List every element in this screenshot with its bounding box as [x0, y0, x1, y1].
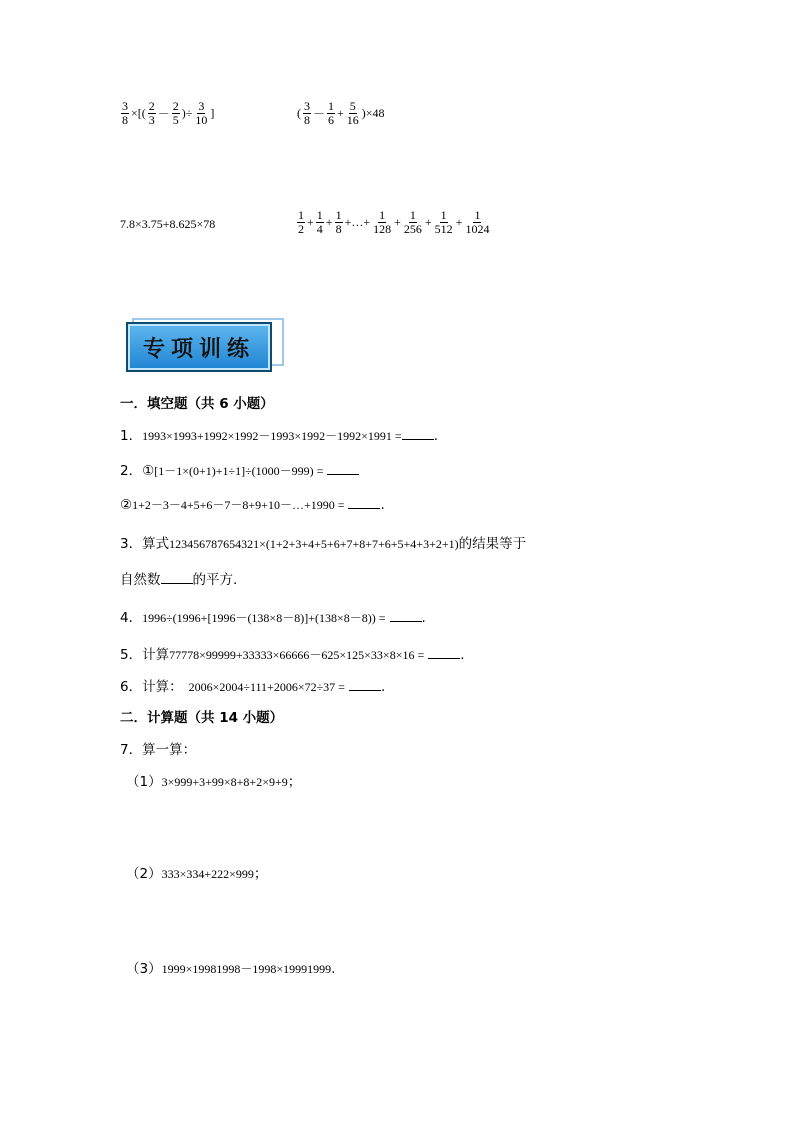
q7-2-expression: 333×334+222×999: [161, 867, 254, 881]
fraction: $\frac{1}{512}$: [434, 208, 453, 236]
q2-expression-1: [1－1×(0+1)+1÷1]÷(1000－999) =: [154, 464, 324, 478]
answer-blank[interactable]: [327, 462, 359, 475]
banner-title: 专项训练: [142, 337, 255, 362]
problem-1: $\frac{3}{8}$ ×[( $\frac{2}{3}$ － $\frac{2}{5}$ )÷ $\frac{3}{10}$ ]: [122, 99, 215, 127]
question-2: 2．①[1－1×(0+1)+1÷1]÷(1000－999) =: [120, 459, 359, 479]
q7-1-expression: 3×999+3+99×8+8+2×9+9: [161, 775, 288, 789]
answer-blank[interactable]: [349, 678, 381, 691]
fraction: $\frac{1}{256}$: [403, 208, 422, 236]
question-7-part-1: （1）3×999+3+99×8+8+2×9+9；: [126, 774, 302, 790]
answer-blank[interactable]: [161, 571, 193, 584]
fraction: $\frac{3}{8}$: [304, 99, 310, 127]
question-1: 1．1993×1993+1992×1992－1993×1992－1992×1991 = .: [120, 428, 438, 444]
fraction: $\frac{1}{1024}$: [465, 208, 490, 236]
question-3-line-2: 自然数 的平方.: [120, 572, 238, 588]
question-7: 7．算一算：: [120, 742, 197, 758]
fraction: $\frac{1}{2}$: [298, 208, 304, 236]
question-5: 5．计算77778×99999+33333×66666－625×125×33×8×16 = .: [120, 647, 465, 663]
question-2-part-2: ②1+2－3－4+5+6－7－8+9+10－…+1990 = .: [120, 497, 385, 513]
question-4: 4．1996÷(1996+[1996－(138×8－8)]+(138×8－8)) = .: [120, 610, 426, 626]
q3-expression: 123456787654321×(1+2+3+4+5+6+7+8+7+6+5+4+3+2+1): [169, 537, 459, 551]
fraction: $\frac{2}{3}$: [148, 99, 155, 127]
section-banner: [126, 322, 272, 372]
q7-3-expression: 1999×19981998－1998×19991999: [161, 962, 332, 976]
fraction: $\frac{1}{128}$: [373, 208, 392, 236]
answer-blank[interactable]: [390, 609, 422, 622]
question-6: 6．计算： 2006×2004÷111+2006×72÷37 = .: [120, 679, 386, 695]
section-1-title: 一．填空题（共 6 小题）: [120, 396, 274, 412]
section-2-title: 二．计算题（共 14 小题）: [120, 710, 284, 726]
fraction: $\frac{2}{5}$: [172, 99, 179, 127]
answer-blank[interactable]: [428, 646, 460, 659]
problem-2: ( $\frac{3}{8}$ － $\frac{1}{6}$ + $\frac{5}{16}$ )×48: [297, 99, 385, 127]
fraction: $\frac{1}{8}$: [335, 208, 342, 236]
problem-4: $\frac{1}{2}$ + $\frac{1}{4}$ + $\frac{1}{8}$ +…+ $\frac{1}{128}$ + $\frac{1}{256}$ + $\frac{1}{512}$ + $\frac{1}{1024}$: [298, 208, 490, 236]
question-7-part-3: （3）1999×19981998－1998×19991999.: [126, 961, 336, 977]
question-7-part-2: （2）333×334+222×999；: [126, 866, 268, 882]
answer-blank[interactable]: [402, 427, 434, 440]
fraction: $\frac{3}{8}$: [122, 99, 128, 127]
q6-expression: 2006×2004÷111+2006×72÷37 =: [188, 680, 345, 694]
q2-expression-2: 1+2－3－4+5+6－7－8+9+10－…+1990 =: [132, 498, 345, 512]
q5-expression: 77778×99999+33333×66666－625×125×33×8×16 =: [169, 648, 425, 662]
fraction: $\frac{1}{4}$: [316, 208, 323, 236]
problem-3: 7.8×3.75+8.625×78: [120, 217, 216, 231]
q4-expression: 1996÷(1996+[1996－(138×8－8)]+(138×8－8)) =: [142, 611, 386, 625]
fraction: $\frac{5}{16}$: [346, 99, 359, 127]
q1-expression: 1993×1993+1992×1992－1993×1992－1992×1991 =: [142, 429, 402, 443]
fraction: $\frac{3}{10}$: [195, 99, 208, 127]
question-3: 3．算式123456787654321×(1+2+3+4+5+6+7+8+7+6+5+4+3+2+1)的结果等于: [120, 536, 527, 552]
fraction: $\frac{1}{6}$: [328, 99, 335, 127]
answer-blank[interactable]: [348, 496, 380, 509]
